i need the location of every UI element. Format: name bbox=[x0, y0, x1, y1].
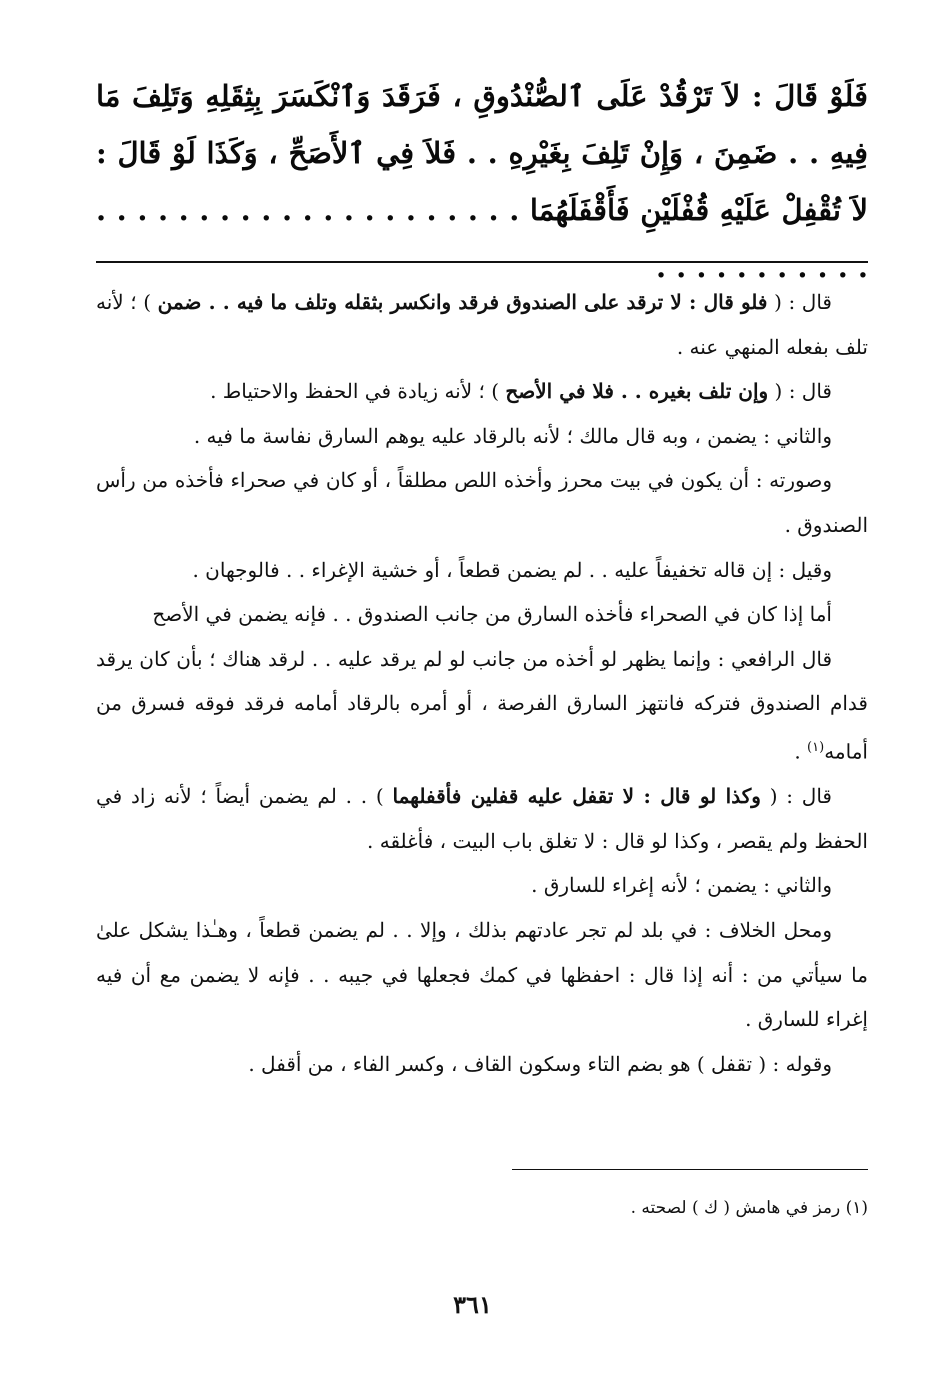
sharh-p7 bbox=[96, 637, 868, 774]
page-number: ٣٦١ bbox=[453, 1290, 492, 1319]
text-segment: . bbox=[794, 739, 808, 764]
text-segment: والثاني : يضمن ؛ لأنه إغراء للسارق . bbox=[531, 873, 832, 898]
text-segment: أما إذا كان في الصحراء فأخذه السارق من جانب الصندوق . . فإنه يضمن في الأصح bbox=[152, 602, 832, 627]
sharh-p11 bbox=[96, 1042, 868, 1087]
text-segment: فلو قال : لا ترقد على الصندوق فرقد وانكسر بثقله وتلف ما فيه . . ضمن bbox=[157, 290, 768, 314]
sharh-p6 bbox=[96, 592, 868, 637]
text-segment: قال الرافعي : وإنما يظهر لو أخذه من جانب لو لم يرقد عليه . . لرقد هناك ؛ بأن كان يرقد قدام الصندوق فتركه فانتهز السارق الفرصة ، أو أمره بالرقاد أمامه فرقد فوقه فسرق من أمامه bbox=[96, 646, 868, 764]
text-segment: وقيل : إن قاله تخفيفاً عليه . . لم يضمن قطعاً ، أو خشية الإغراء . . فالوجهان . bbox=[192, 557, 832, 582]
sharh-p9 bbox=[96, 863, 868, 908]
text-segment: والثاني : يضمن ، وبه قال مالك ؛ لأنه بالرقاد عليه يوهم السارق نفاسة ما فيه . bbox=[193, 423, 832, 448]
text-segment: قال : ( bbox=[760, 784, 832, 809]
sharh-p2 bbox=[96, 369, 868, 414]
text-segment: وصورته : أن يكون في بيت محرز وأخذه اللص مطلقاً ، أو كان في صحراء فأخذه من رأس الصندوق . bbox=[96, 468, 868, 537]
text-segment: ) . . لم يضمن أيضاً ؛ لأنه زاد في الحفظ ولم يقصر ، وكذا لو قال : لا تغلق باب البيت ، فأغلقه . bbox=[96, 784, 868, 853]
text-segment: ) ؛ لأنه تلف بفعله المنهي عنه . bbox=[96, 290, 868, 359]
text-segment: ) ؛ لأنه زيادة في الحفظ والاحتياط . bbox=[210, 379, 506, 404]
text-segment: وإن تلف بغيره . . فلا في الأصح bbox=[505, 379, 769, 404]
text-segment: وقوله : ( تقفل ) هو بضم التاء وسكون القاف ، وكسر الفاء ، من أقفل . bbox=[248, 1051, 832, 1076]
commentary-body bbox=[96, 280, 868, 1086]
text-segment: ومحل الخلاف : في بلد لم تجر عادتهم بذلك ، وإلا . . لم يضمن قطعاً ، وهـٰذا يشكل علىٰ ما سيأتي من : أنه إذا قال : احفظها في كمك فجعلها في جيبه . . فإنه لا يضمن مع أن فيه إغراء للسارق . bbox=[96, 917, 868, 1032]
text-segment: قال : ( bbox=[768, 379, 832, 404]
text-segment: قال : ( bbox=[767, 290, 832, 314]
sharh-p8 bbox=[96, 774, 868, 863]
text-segment: (١) bbox=[807, 739, 825, 755]
matn-text: فَلَوْ قَالَ : لاَ تَرْقُدْ عَلَى ٱلصُّنْدُوقِ ، فَرَقَدَ وَٱنْكَسَرَ بِثِقَلِهِ وَتَلِفَ مَا فِيهِ . . ضَمِنَ ، وَإِنْ تَلِفَ بِغَيْرِهِ . . فَلاَ فِي ٱلأَصَحِّ ، وَكَذَا لَوْ قَالَ : لاَ تُقْفِلْ عَلَيْهِ قُفْلَيْنِ فَأَقْفَلَهُمَا . . . . . . . . . . . . . . . . . . . . . . . . . . . . . . . . bbox=[96, 79, 868, 284]
footnote-rule bbox=[512, 1169, 868, 1170]
sharh-p3 bbox=[96, 414, 868, 459]
text-segment: وكذا لو قال : لا تقفل عليه قفلين فأقفلهما bbox=[392, 784, 761, 809]
separator-rule bbox=[96, 261, 868, 263]
sharh-p10 bbox=[96, 908, 868, 1042]
sharh-p4 bbox=[96, 458, 868, 547]
sharh-p1 bbox=[96, 280, 868, 369]
sharh-p5 bbox=[96, 548, 868, 593]
footnote: (١) رمز في هامش ( ك ) لصحته . bbox=[630, 1198, 868, 1218]
